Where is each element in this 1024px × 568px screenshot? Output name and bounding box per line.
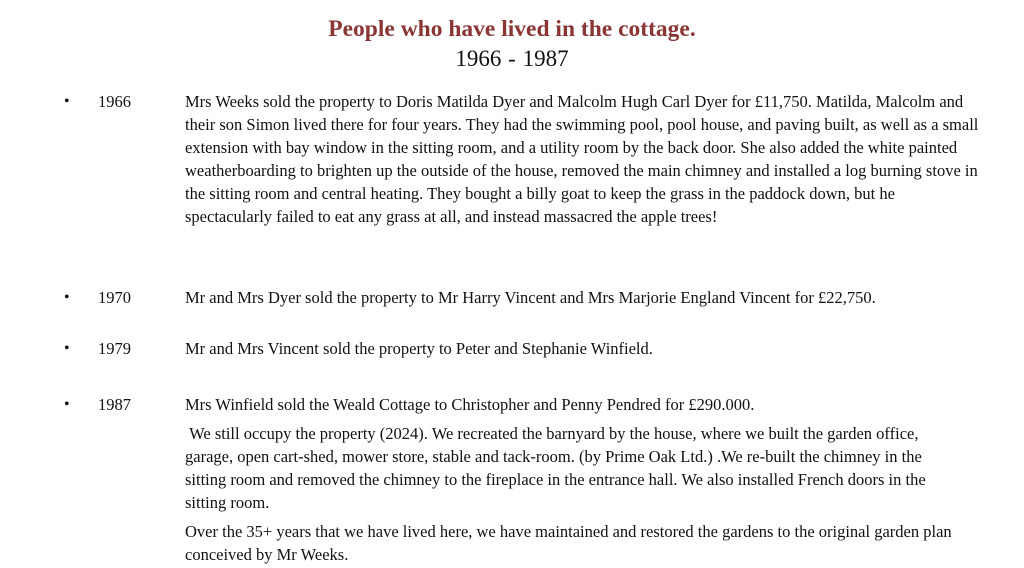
page-title: People who have lived in the cottage. [328, 16, 696, 42]
entry-text [185, 286, 975, 309]
entry-text [185, 90, 985, 228]
entry-text [185, 393, 955, 566]
bullet-icon: • [64, 289, 70, 306]
entry-year: 1987 [98, 395, 131, 414]
entry-year: 1979 [98, 339, 131, 358]
entry-paragraph: Mrs Weeks sold the property to Doris Matilda Dyer and Malcolm Hugh Carl Dyer for £11,750. Matilda, Malcolm and their son Simon lived there for four years. They had the swimming pool, pool house, and paving built, as well as a small extension with bay window in the sitting room, and a utility room by the back door. She also added the white painted weatherboarding to brighten up the outside of the house, removed the main chimney and installed a log burning stove in the sitting room and central heating. They bought a billy goat to keep the grass in the paddock down, but he spectacularly failed to eat any grass at all, and instead massacred the apple trees! [185, 92, 979, 226]
entry-paragraph: Mr and Mrs Vincent sold the property to Peter and Stephanie Winfield. [185, 339, 653, 358]
entry-year: 1970 [98, 288, 131, 307]
entry-paragraph: Mrs Winfield sold the Weald Cottage to Christopher and Penny Pendred for £290.000. [185, 395, 755, 414]
bullet-icon: • [64, 340, 70, 357]
entry-paragraph: Mr and Mrs Dyer sold the property to Mr Harry Vincent and Mrs Marjorie England Vincent for £22,750. [185, 288, 876, 307]
entry-paragraph: Over the 35+ years that we have lived here, we have maintained and restored the gardens to the original garden plan conceived by Mr Weeks. [185, 522, 952, 564]
entry-year: 1966 [98, 92, 131, 111]
bullet-icon: • [64, 396, 70, 413]
entry-text [185, 337, 985, 360]
bullet-icon: • [64, 93, 70, 110]
entry-paragraph: We still occupy the property (2024). We recreated the barnyard by the house, where we built the garden office, garage, open cart-shed, mower store, stable and tack-room. (by Prime Oak Ltd.) .We re-built the chimney in the sitting room and removed the chimney to the fireplace in the entrance hall. We also installed French doors in the sitting room. [185, 424, 930, 512]
date-range-subtitle: 1966 - 1987 [455, 46, 569, 71]
